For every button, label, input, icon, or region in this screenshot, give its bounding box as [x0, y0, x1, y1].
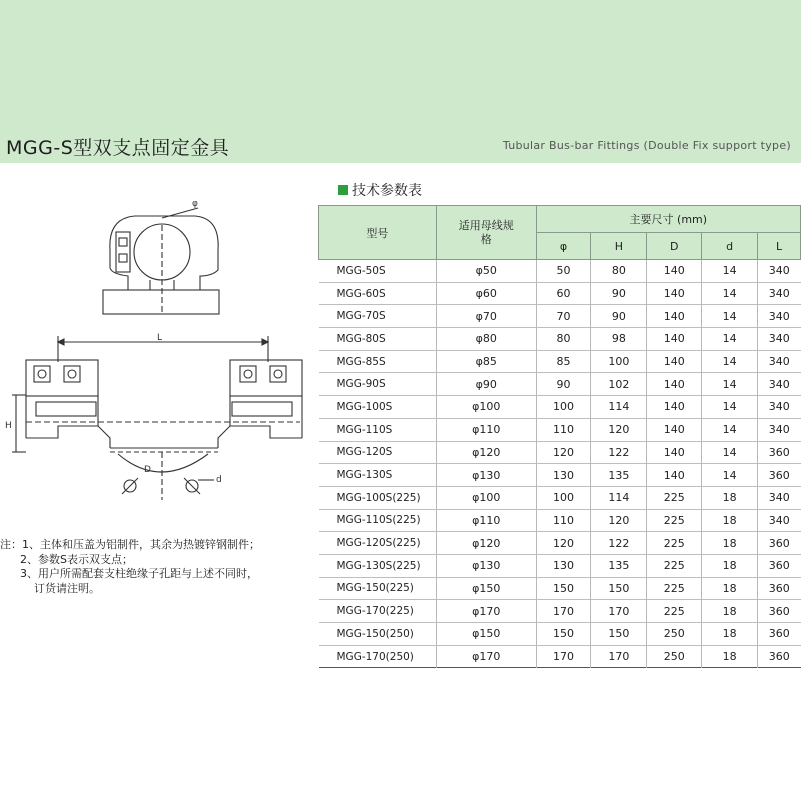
table-cell-bus: φ120	[436, 441, 536, 464]
height-label: H	[5, 421, 12, 431]
table-cell-phi: 150	[536, 577, 591, 600]
table-cell-H: 80	[591, 260, 647, 283]
clamp-side-view	[103, 199, 219, 314]
table-row	[319, 441, 801, 464]
table-cell-d: 14	[702, 282, 758, 305]
spec-table	[318, 205, 801, 668]
header-phi: φ	[536, 233, 591, 260]
table-cell-model: MGG-170(250)	[319, 645, 437, 668]
table-cell-D: 225	[647, 577, 702, 600]
table-cell-H: 135	[591, 464, 647, 487]
table-cell-d: 18	[702, 645, 758, 668]
table-cell-phi: 120	[536, 532, 591, 555]
table-cell-model: MGG-85S	[319, 350, 437, 373]
square-bullet-icon	[338, 185, 348, 195]
table-cell-d: 14	[702, 418, 758, 441]
table-cell-bus: φ170	[436, 600, 536, 623]
table-cell-L: 340	[768, 423, 790, 437]
table-cell-bus: φ60	[436, 282, 536, 305]
diameter-label: D	[144, 465, 151, 475]
table-cell-phi: 120	[536, 441, 591, 464]
table-cell-d: 14	[702, 305, 758, 328]
table-cell-d: 18	[702, 486, 758, 509]
table-cell-d: 18	[702, 577, 758, 600]
table-cell-H: 102	[591, 373, 647, 396]
table-cell-bus: φ50	[436, 260, 536, 283]
table-cell-L: 340	[768, 377, 790, 391]
table-cell-d: 14	[702, 328, 758, 351]
table-cell-phi: 130	[536, 464, 591, 487]
table-row	[319, 350, 801, 373]
table-cell-d: 14	[702, 260, 758, 283]
hole-label: d	[216, 475, 222, 485]
table-cell-D: 225	[647, 509, 702, 532]
table-cell-L: 340	[768, 513, 790, 527]
table-cell-model: MGG-150(250)	[319, 623, 437, 646]
table-cell-H: 98	[591, 328, 647, 351]
table-cell-D: 140	[647, 305, 702, 328]
table-cell-D: 140	[647, 328, 702, 351]
header-H: H	[591, 233, 647, 260]
table-cell-model: MGG-60S	[319, 282, 437, 305]
table-cell-H: 90	[591, 282, 647, 305]
clamp-front-view	[5, 333, 302, 500]
table-cell-d: 18	[702, 623, 758, 646]
table-cell-H: 135	[591, 554, 647, 577]
header-bus: 适用母线规格	[436, 206, 536, 260]
note-line: 3、用户所需配套支柱绝缘子孔距与上述不同时，	[20, 567, 258, 580]
table-cell-D: 140	[647, 350, 702, 373]
table-cell-D: 140	[647, 418, 702, 441]
table-row	[319, 645, 801, 668]
length-label: L	[157, 333, 163, 343]
table-cell-D: 225	[647, 554, 702, 577]
table-cell-bus: φ110	[436, 509, 536, 532]
table-cell-d: 14	[702, 464, 758, 487]
table-row	[319, 554, 801, 577]
table-cell-H: 122	[591, 532, 647, 555]
table-cell-phi: 85	[536, 350, 591, 373]
table-cell-d: 18	[702, 554, 758, 577]
table-cell-model: MGG-70S	[319, 305, 437, 328]
table-row	[319, 282, 801, 305]
table-title: 技术参数表	[338, 180, 422, 200]
table-cell-bus: φ100	[436, 396, 536, 419]
table-cell-model: MGG-80S	[319, 328, 437, 351]
table-row	[319, 577, 801, 600]
header-L: L	[758, 233, 801, 260]
table-cell-D: 225	[647, 600, 702, 623]
table-cell-H: 170	[591, 645, 647, 668]
table-cell-H: 120	[591, 418, 647, 441]
table-cell-phi: 170	[536, 600, 591, 623]
table-cell-phi: 110	[536, 418, 591, 441]
table-cell-L: 360	[768, 445, 790, 459]
table-cell-phi: 170	[536, 645, 591, 668]
table-cell-D: 140	[647, 464, 702, 487]
table-cell-bus: φ150	[436, 623, 536, 646]
table-row	[319, 328, 801, 351]
page-subtitle: Tubular Bus-bar Fittings (Double Fix support type)	[502, 139, 791, 152]
table-row	[319, 600, 801, 623]
table-cell-bus: φ150	[436, 577, 536, 600]
table-cell-H: 120	[591, 509, 647, 532]
table-row	[319, 509, 801, 532]
table-cell-L: 360	[768, 627, 790, 641]
table-cell-H: 150	[591, 577, 647, 600]
table-cell-H: 122	[591, 441, 647, 464]
table-cell-H: 114	[591, 486, 647, 509]
table-cell-phi: 80	[536, 328, 591, 351]
header-D: D	[647, 233, 702, 260]
table-cell-model: MGG-100S(225)	[319, 486, 437, 509]
table-cell-L: 360	[768, 604, 790, 618]
table-cell-D: 225	[647, 486, 702, 509]
table-cell-bus: φ80	[436, 328, 536, 351]
table-cell-phi: 50	[536, 260, 591, 283]
table-cell-L: 360	[768, 468, 790, 482]
table-cell-L: 340	[768, 309, 790, 323]
table-cell-D: 225	[647, 532, 702, 555]
table-cell-model: MGG-90S	[319, 373, 437, 396]
table-cell-phi: 100	[536, 486, 591, 509]
table-cell-model: MGG-110S	[319, 418, 437, 441]
table-row	[319, 623, 801, 646]
table-cell-d: 18	[702, 532, 758, 555]
table-cell-d: 18	[702, 600, 758, 623]
table-cell-L: 360	[768, 581, 790, 595]
table-row	[319, 418, 801, 441]
table-cell-L: 340	[768, 355, 790, 369]
table-cell-model: MGG-120S	[319, 441, 437, 464]
table-row	[319, 532, 801, 555]
table-cell-H: 170	[591, 600, 647, 623]
table-row	[319, 396, 801, 419]
table-row	[319, 486, 801, 509]
table-cell-d: 14	[702, 441, 758, 464]
table-cell-model: MGG-170(225)	[319, 600, 437, 623]
table-cell-bus: φ70	[436, 305, 536, 328]
table-cell-model: MGG-110S(225)	[319, 509, 437, 532]
table-cell-bus: φ90	[436, 373, 536, 396]
table-row	[319, 373, 801, 396]
technical-drawing	[0, 190, 318, 520]
table-cell-D: 140	[647, 441, 702, 464]
table-cell-model: MGG-150(225)	[319, 577, 437, 600]
note-line: 2、参数S表示双支点；	[20, 552, 133, 566]
table-cell-D: 250	[647, 623, 702, 646]
table-cell-D: 140	[647, 396, 702, 419]
table-cell-phi: 110	[536, 509, 591, 532]
table-cell-D: 140	[647, 282, 702, 305]
table-cell-bus: φ170	[436, 645, 536, 668]
table-cell-model: MGG-120S(225)	[319, 532, 437, 555]
table-cell-L: 340	[768, 287, 790, 301]
table-cell-D: 140	[647, 373, 702, 396]
table-cell-bus: φ120	[436, 532, 536, 555]
table-cell-d: 18	[702, 509, 758, 532]
note-line: 订货请注明。	[34, 581, 100, 595]
notes	[0, 538, 260, 596]
table-cell-L: 340	[768, 400, 790, 414]
table-cell-H: 90	[591, 305, 647, 328]
header-dimensions: 主要尺寸 (mm)	[536, 206, 800, 233]
table-cell-model: MGG-130S(225)	[319, 554, 437, 577]
table-cell-model: MGG-100S	[319, 396, 437, 419]
table-cell-H: 100	[591, 350, 647, 373]
table-cell-H: 114	[591, 396, 647, 419]
table-cell-bus: φ85	[436, 350, 536, 373]
table-cell-phi: 130	[536, 554, 591, 577]
table-row	[319, 464, 801, 487]
phi-label: φ	[192, 199, 198, 209]
table-cell-model: MGG-50S	[319, 260, 437, 283]
table-cell-L: 340	[768, 491, 790, 505]
table-cell-phi: 70	[536, 305, 591, 328]
table-cell-phi: 100	[536, 396, 591, 419]
table-cell-H: 150	[591, 623, 647, 646]
table-cell-L: 360	[768, 536, 790, 550]
table-cell-L: 340	[768, 332, 790, 346]
table-cell-bus: φ130	[436, 464, 536, 487]
table-cell-bus: φ130	[436, 554, 536, 577]
table-cell-d: 14	[702, 373, 758, 396]
table-cell-phi: 150	[536, 623, 591, 646]
table-row	[319, 305, 801, 328]
header-d: d	[702, 233, 758, 260]
table-cell-D: 140	[647, 260, 702, 283]
page-title: MGG-S型双支点固定金具	[6, 137, 230, 159]
table-cell-phi: 60	[536, 282, 591, 305]
table-cell-D: 250	[647, 645, 702, 668]
table-cell-phi: 90	[536, 373, 591, 396]
table-cell-d: 14	[702, 350, 758, 373]
table-cell-L: 360	[768, 650, 790, 664]
table-cell-bus: φ110	[436, 418, 536, 441]
table-cell-d: 14	[702, 396, 758, 419]
table-cell-model: MGG-130S	[319, 464, 437, 487]
header-model: 型号	[319, 206, 437, 260]
table-row	[319, 260, 801, 283]
table-cell-bus: φ100	[436, 486, 536, 509]
note-line: 注：1、主体和压盖为铝制件，其余为热镀锌钢制件；	[0, 538, 260, 551]
table-cell-L: 340	[768, 264, 790, 278]
table-cell-L: 360	[768, 559, 790, 573]
